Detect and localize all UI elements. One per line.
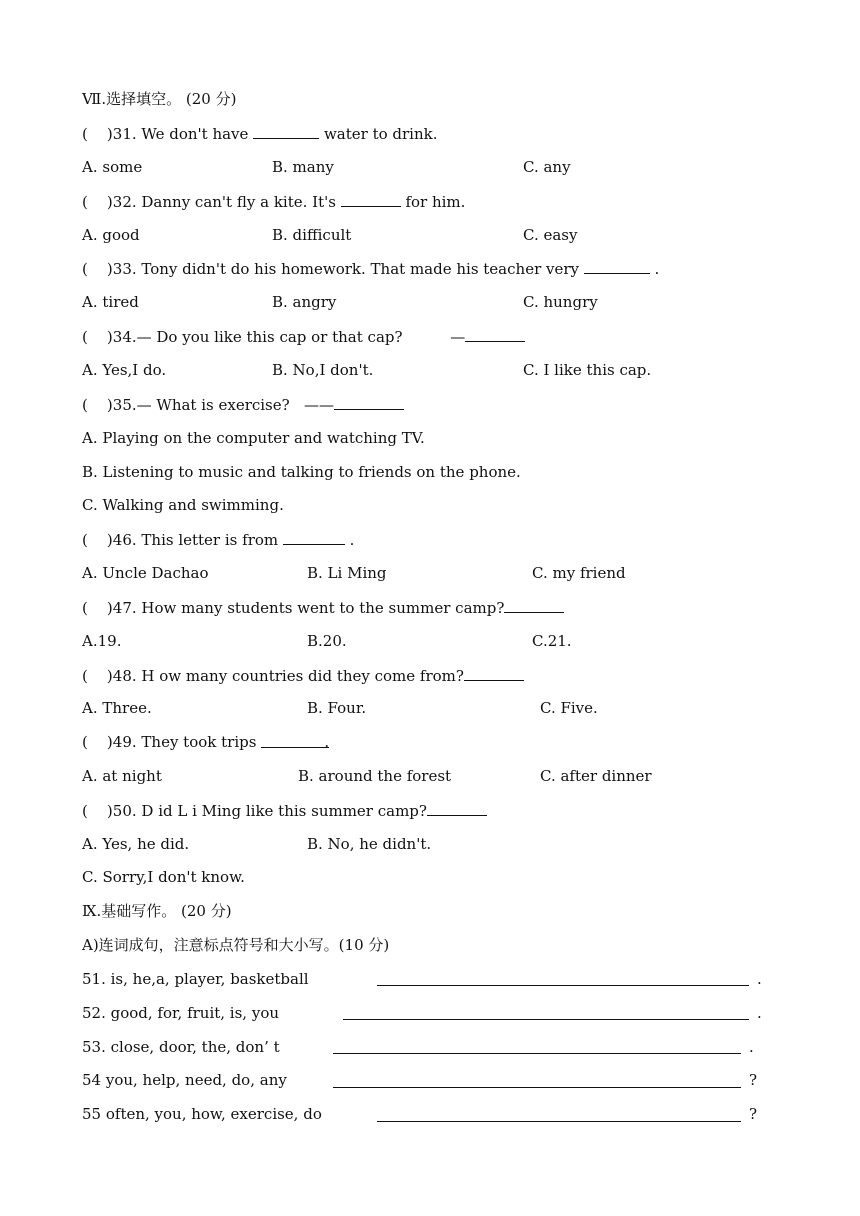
section-9-heading: Ⅸ.基础写作。 (20 分) (82, 902, 232, 920)
question-32-stem: ( )32. Danny can't fly a kite. It's (82, 193, 341, 211)
option-b: B. No, he didn't. (307, 835, 432, 853)
option-b: B. difficult (272, 226, 352, 244)
question-32 (82, 191, 465, 212)
writing-item-53: 53. close, door, the, don’ t (82, 1038, 280, 1056)
option-c: C. Five. (540, 699, 598, 717)
answer-blank[interactable] (465, 326, 525, 342)
option-a: A. Uncle Dachao (82, 564, 209, 582)
answer-blank[interactable] (341, 191, 401, 207)
option-a: A. at night (82, 767, 162, 785)
question-46 (82, 529, 354, 550)
option-b: B.20. (307, 632, 347, 650)
option-c: C. after dinner (540, 767, 652, 785)
option-b: B. No,I don't. (272, 361, 374, 379)
option-c: C. Walking and swimming. (82, 496, 284, 514)
question-33-tail: . (649, 260, 660, 278)
option-c: C. any (523, 158, 571, 176)
question-47-stem: ( )47. How many students went to the summer camp? (82, 599, 505, 617)
option-a: A.19. (82, 632, 122, 650)
option-c: C. easy (523, 226, 578, 244)
question-50-stem: ( )50. D id L i Ming like this summer camp? (82, 802, 427, 820)
question-34-stem: ( )34.— Do you like this cap or that cap? — (82, 328, 466, 346)
end-punctuation: . (749, 1038, 754, 1056)
end-punctuation: ? (749, 1105, 758, 1123)
question-32-tail: for him. (400, 193, 466, 211)
question-35-stem: ( )35.— What is exercise? —— (82, 396, 334, 414)
end-punctuation: . (757, 970, 762, 988)
end-punctuation: . (757, 1004, 762, 1022)
option-c: C. Sorry,I don't know. (82, 868, 245, 886)
answer-blank[interactable] (253, 123, 319, 139)
answer-blank-period: . (324, 733, 330, 751)
question-49-stem: ( )49. They took trips (82, 733, 262, 751)
answer-blank[interactable] (261, 732, 330, 751)
question-33 (82, 258, 659, 279)
question-50 (82, 800, 487, 821)
writing-answer-line[interactable] (377, 984, 749, 986)
option-c: C. I like this cap. (523, 361, 652, 379)
question-33-stem: ( )33. Tony didn't do his homework. That made his teacher very (82, 260, 584, 278)
option-a: A. Yes,I do. (82, 361, 167, 379)
question-48-stem: ( )48. H ow many countries did they come from? (82, 667, 464, 685)
answer-blank[interactable] (584, 258, 650, 274)
question-31-stem: ( )31. We don't have (82, 125, 254, 143)
answer-blank[interactable] (427, 800, 487, 816)
option-b: B. Li Ming (307, 564, 387, 582)
writing-answer-line[interactable] (377, 1120, 741, 1122)
answer-blank[interactable] (504, 597, 564, 613)
option-a: A. some (82, 158, 143, 176)
writing-item-55: 55 often, you, how, exercise, do (82, 1105, 322, 1123)
end-punctuation: ? (749, 1071, 758, 1089)
writing-item-52: 52. good, for, fruit, is, you (82, 1004, 280, 1022)
question-31-tail: water to drink. (319, 125, 438, 143)
option-b: B. angry (272, 293, 337, 311)
option-c: C. my friend (532, 564, 626, 582)
answer-blank[interactable] (283, 529, 345, 545)
option-c: C.21. (532, 632, 572, 650)
answer-blank[interactable] (464, 665, 524, 681)
question-48 (82, 665, 524, 686)
option-a: A. Playing on the computer and watching TV. (82, 429, 425, 447)
section-7-heading: Ⅶ.选择填空。 (20 分) (82, 90, 237, 108)
option-c: C. hungry (523, 293, 598, 311)
writing-answer-line[interactable] (333, 1086, 741, 1088)
writing-item-51: 51. is, he,a, player, basketball (82, 970, 309, 988)
question-35 (82, 394, 404, 415)
question-34 (82, 326, 525, 347)
option-b: B. Four. (307, 699, 367, 717)
writing-answer-line[interactable] (343, 1018, 749, 1020)
option-b: B. Listening to music and talking to friends on the phone. (82, 463, 521, 481)
question-47 (82, 597, 564, 618)
option-b: B. around the forest (298, 767, 452, 785)
answer-blank[interactable] (334, 394, 404, 410)
option-a: A. tired (82, 293, 139, 311)
section-9-subheading: A)连词成句，注意标点符号和大小写。(10 分) (82, 936, 390, 954)
question-46-stem: ( )46. This letter is from (82, 531, 283, 549)
writing-item-54: 54 you, help, need, do, any (82, 1071, 287, 1089)
option-b: B. many (272, 158, 334, 176)
question-49 (82, 732, 329, 752)
question-46-tail: . (344, 531, 355, 549)
option-a: A. Three. (82, 699, 152, 717)
question-31 (82, 123, 438, 144)
writing-answer-line[interactable] (333, 1052, 741, 1054)
option-a: A. good (82, 226, 140, 244)
option-a: A. Yes, he did. (82, 835, 190, 853)
